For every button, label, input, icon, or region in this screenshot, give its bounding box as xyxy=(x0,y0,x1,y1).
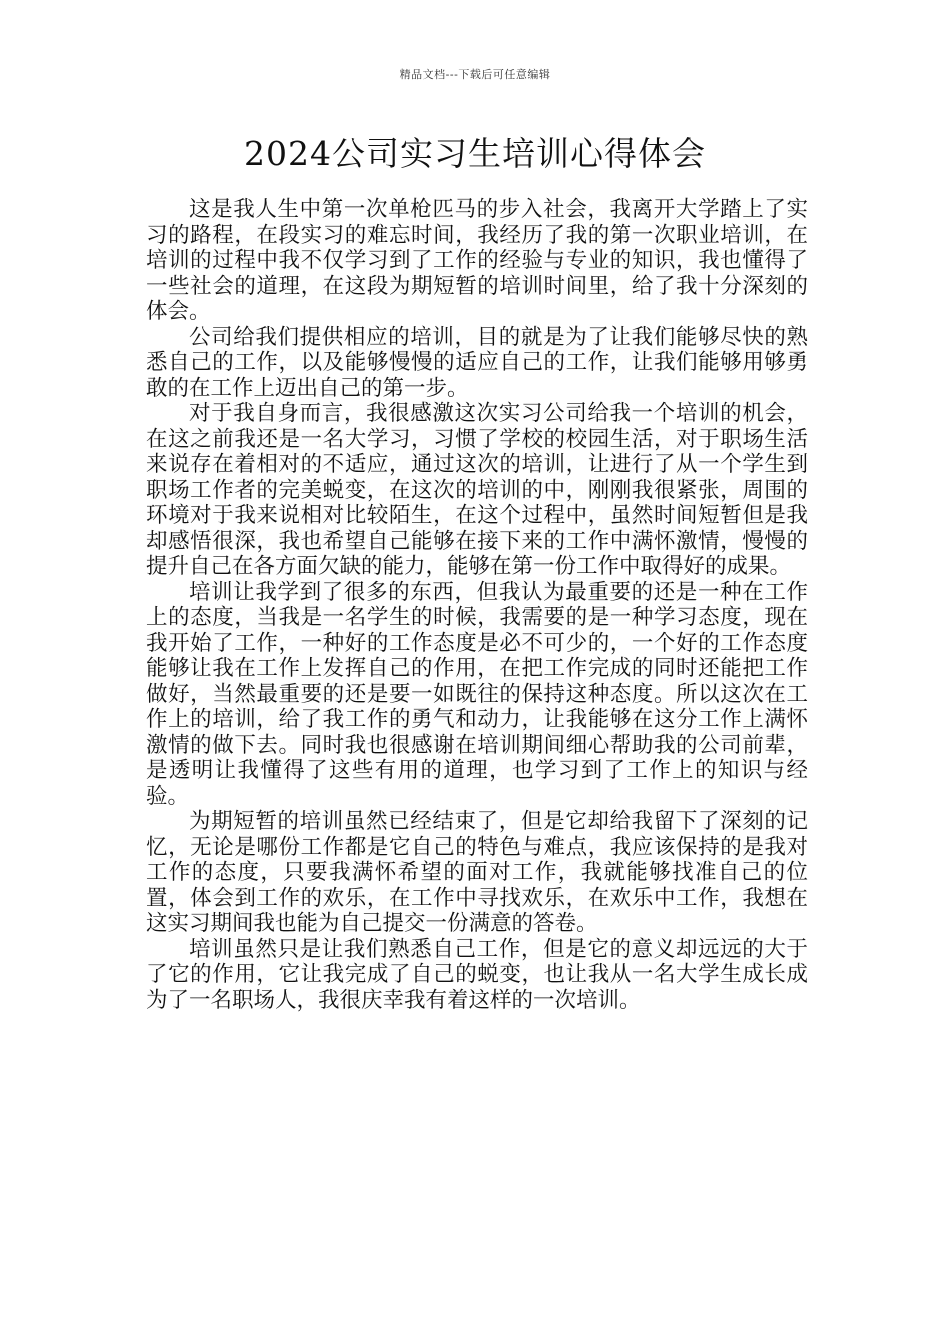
paragraph-4: 培训让我学到了很多的东西，但我认为最重要的还是一种在工作上的态度，当我是一名学生的时候，我需要的是一种学习态度，现在我开始了工作，一种好的工作态度是必不可少的，一个好的工作态度能够让我在工作上发挥自己的作用，在把工作完成的同时还能把工作做好，当然最重要的还是要一如既往的保持这种态度。所以这次在工作上的培训，给了我工作的勇气和动力，让我能够在这分工作上满怀激情的做下去。同时我也很感谢在培训期间细心帮助我的公司前辈，是透明让我懂得了这些有用的道理，也学习到了工作上的知识与经验。 xyxy=(146,579,808,809)
paragraph-6: 培训虽然只是让我们熟悉自己工作，但是它的意义却远远的大于了它的作用，它让我完成了自己的蜕变，也让我从一名大学生成长成为了一名职场人，我很庆幸我有着这样的一次培训。 xyxy=(146,936,808,1013)
document-title: 2024公司实习生培训心得体会 xyxy=(244,134,706,173)
paragraph-3: 对于我自身而言，我很感激这次实习公司给我一个培训的机会，在这之前我还是一名大学习，习惯了学校的校园生活，对于职场生活来说存在着相对的不适应，通过这次的培训，让进行了从一个学生到职场工作者的完美蜕变，在这次的培训的中，刚刚我很紧张，周围的环境对于我来说相对比较陌生，在这个过程中，虽然时间短暂但是我却感悟很深，我也希望自己能够在接下来的工作中满怀激情，慢慢的提升自己在各方面欠缺的能力，能够在第一份工作中取得好的成果。 xyxy=(146,401,808,579)
paragraph-5: 为期短暂的培训虽然已经结束了，但是它却给我留下了深刻的记忆，无论是哪份工作都是它自己的特色与难点，我应该保持的是我对工作的态度，只要我满怀希望的面对工作，我就能够找准自己的位置，体会到工作的欢乐，在工作中寻找欢乐，在欢乐中工作，我想在这实习期间我也能为自己提交一份满意的答卷。 xyxy=(146,809,808,936)
paragraph-1: 这是我人生中第一次单枪匹马的步入社会，我离开大学踏上了实习的路程，在段实习的难忘时间，我经历了我的第一次职业培训，在培训的过程中我不仅学习到了工作的经验与专业的知识，我也懂得了一些社会的道理，在这段为期短暂的培训时间里，给了我十分深刻的体会。 xyxy=(146,197,808,324)
document-body xyxy=(146,197,808,1013)
paragraph-2: 公司给我们提供相应的培训，目的就是为了让我们能够尽快的熟悉自己的工作，以及能够慢慢的适应自己的工作，让我们能够用够勇敢的在工作上迈出自己的第一步。 xyxy=(146,324,808,401)
header-note: 精品文档---下载后可任意编辑 xyxy=(399,68,551,81)
